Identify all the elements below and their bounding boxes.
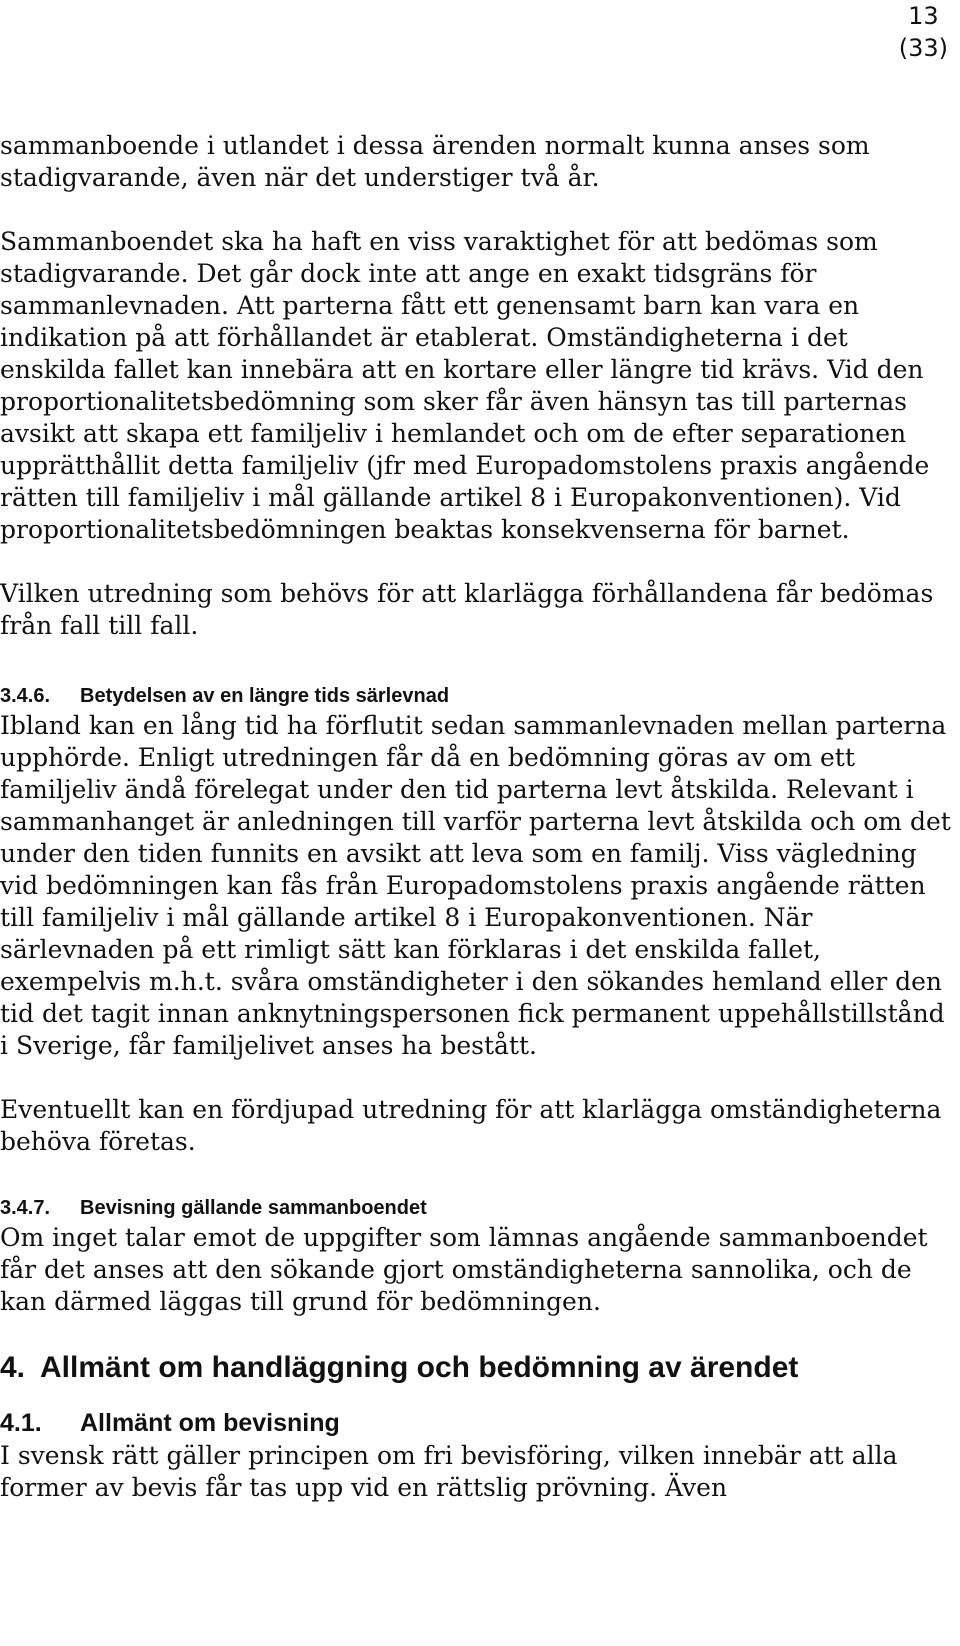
section-heading-3-4-7 — [0, 1196, 955, 1220]
section-heading-3-4-6 — [0, 684, 955, 708]
paragraph-7: I svensk rätt gäller principen om fri bevisföring, vilken innebär att alla former av bevis får tas upp vid en rättslig prövning. Även — [0, 1441, 898, 1502]
paragraph-1: sammanboende i utlandet i dessa ärenden normalt kunna anses som stadigvarande, även när det understiger två år. — [0, 131, 870, 192]
page-number-total: (33) — [898, 34, 948, 62]
section-heading-4-1 — [0, 1406, 955, 1440]
document-body — [0, 130, 955, 1504]
section-number: 3.4.6. — [0, 685, 51, 707]
page-number-current: 13 — [908, 2, 939, 30]
paragraph-2: Sammanboendet ska ha haft en viss varaktighet för att bedömas som stadigvarande. Det går dock inte att ange en exakt tidsgräns för sammanlevnaden. Att parterna fått ett genensamt barn kan vara en indikation på att förhållandet är etablerat. Omständigheterna i det enskilda fallet kan innebära att en kortare eller längre tid krävs. Vid den proportionalitetsbedömning som sker får även hänsyn tas till parternas avsikt att skapa ett familjeliv i hemlandet och om de efter separationen upprätthållit detta familjeliv (jfr med Europadomstolens praxis angående rätten till familjeliv i mål gällande artikel 8 i Europakonventionen). Vid proportionalitetsbedömningen beaktas konsekvenserna för barnet. — [0, 227, 930, 544]
section-title: Bevisning gällande sammanboendet — [80, 1197, 427, 1219]
section-title: Betydelsen av en längre tids särlevnad — [80, 685, 450, 707]
section-title: Allmänt om bevisning — [80, 1409, 340, 1437]
paragraph-4: Ibland kan en lång tid ha förflutit sedan sammanlevnaden mellan parterna upphörde. Enligt utredningen får då en bedömning göras av om ett familjeliv ändå förelegat under den tid parterna levt åtskilda. Relevant i sammanhanget är anledningen till varför parterna levt åtskilda och om det under den tiden funnits en avsikt att leva som en familj. Viss vägledning vid bedömningen kan fås från Europadomstolens praxis angående rätten till familjeliv i mål gällande artikel 8 i Europakonventionen. När särlevnaden på ett rimligt sätt kan förklaras i det enskilda fallet, exempelvis m.h.t. svåra omständigheter i den sökandes hemland eller den tid det tagit innan anknytningspersonen fick permanent uppehållstillstånd i Sverige, får familjelivet anses ha bestått. — [0, 711, 951, 1060]
paragraph-5: Eventuellt kan en fördjupad utredning för att klarlägga omständigheterna behöva företas. — [0, 1095, 942, 1156]
page-number — [899, 0, 948, 64]
section-number: 4.1. — [0, 1409, 42, 1437]
chapter-heading-4 — [0, 1348, 955, 1388]
section-number: 3.4.7. — [0, 1197, 51, 1219]
paragraph-3: Vilken utredning som behövs för att klarlägga förhållandena får bedömas från fall till fall. — [0, 579, 934, 640]
chapter-number: 4. — [0, 1351, 26, 1384]
chapter-title: Allmänt om handläggning och bedömning av ärendet — [40, 1351, 799, 1384]
paragraph-6: Om inget talar emot de uppgifter som lämnas angående sammanboendet får det anses att den sökande gjort omständigheterna sannolika, och de kan därmed läggas till grund för bedömningen. — [0, 1223, 928, 1316]
